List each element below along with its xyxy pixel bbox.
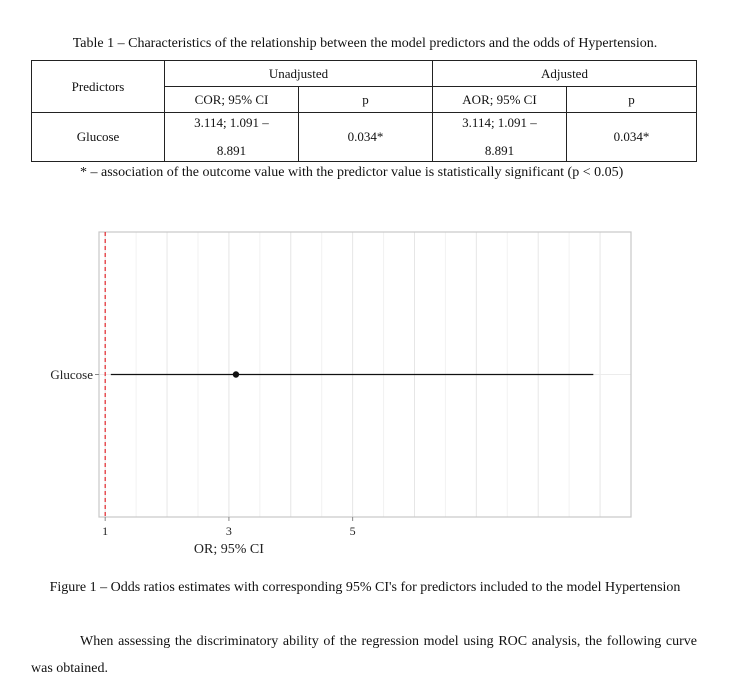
header-p-adjusted: p bbox=[567, 87, 697, 113]
x-tick-label: 3 bbox=[225, 524, 232, 538]
table-caption: Table 1 – Characteristics of the relationship between the model predictors and the odds of Hypertension. bbox=[72, 36, 658, 51]
header-cor: COR; 95% CI bbox=[165, 87, 299, 113]
x-tick-label: 5 bbox=[349, 524, 356, 538]
p-unadjusted-cell: 0.034* bbox=[299, 113, 433, 162]
aor-cell bbox=[433, 113, 567, 162]
table-footnote: * – association of the outcome value with the predictor value is statistically significant (p < 0.05) bbox=[80, 165, 624, 180]
plot-background bbox=[0, 220, 730, 565]
cor-line2: 8.891 bbox=[216, 143, 247, 158]
results-table bbox=[31, 60, 697, 162]
forest-plot bbox=[0, 220, 730, 565]
header-predictors: Predictors bbox=[32, 61, 165, 113]
cor-cell bbox=[165, 113, 299, 162]
x-axis-label: OR; 95% CI bbox=[193, 542, 264, 557]
body-paragraph: When assessing the discriminatory ability of the regression model using ROC analysis, the following curve was obtained. bbox=[31, 634, 697, 676]
header-unadjusted: Unadjusted bbox=[165, 61, 433, 87]
figure-caption: Figure 1 – Odds ratios estimates with corresponding 95% CI's for predictors included to the model Hypertension bbox=[49, 580, 681, 595]
header-p-unadjusted: p bbox=[299, 87, 433, 113]
aor-line1: 3.114; 1.091 – bbox=[462, 115, 537, 130]
y-tick-label: Glucose bbox=[50, 367, 93, 382]
header-adjusted: Adjusted bbox=[433, 61, 697, 87]
predictor-cell: Glucose bbox=[32, 113, 165, 162]
cor-line1: 3.114; 1.091 – bbox=[194, 115, 269, 130]
table-row bbox=[32, 113, 697, 162]
x-tick-label: 1 bbox=[102, 524, 109, 538]
estimate-point bbox=[233, 371, 239, 377]
aor-line2: 8.891 bbox=[484, 143, 515, 158]
p-adjusted-cell: 0.034* bbox=[567, 113, 697, 162]
header-aor: AOR; 95% CI bbox=[433, 87, 567, 113]
